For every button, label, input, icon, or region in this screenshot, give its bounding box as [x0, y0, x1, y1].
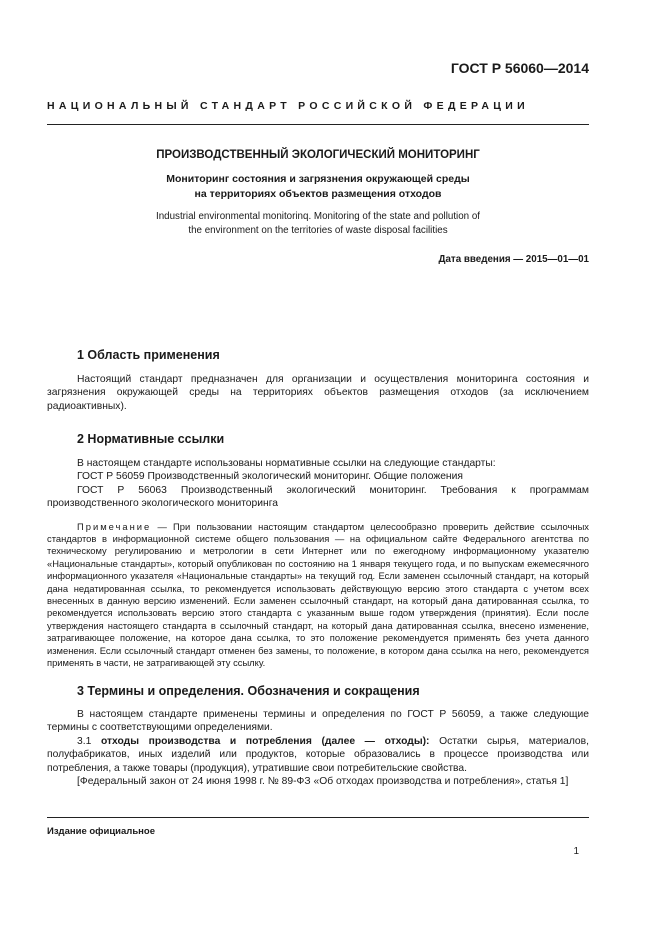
term-number: 3.1 — [77, 735, 101, 747]
section-2-heading: 2 Нормативные ссылки — [77, 432, 225, 446]
reference-1: ГОСТ Р 56059 Производственный экологический мониторинг. Общие положения — [77, 471, 463, 483]
section-2 — [47, 432, 589, 670]
introduction-date: Дата введения — 2015—01—01 — [438, 254, 589, 265]
footer-divider — [47, 817, 589, 818]
term-name: отходы производства и потребления (далее — отходы): — [100, 735, 430, 747]
english-title-line-1: Industrial environmental monitorinq. Monitoring of the state and pollution of — [155, 211, 481, 222]
subtitle-line-2: на территориях объектов размещения отходов — [194, 188, 442, 200]
section-1 — [47, 348, 589, 413]
note-text: — При пользовании настоящим стандартом целесообразно проверить действие ссылочных стандартов в информационной системе общего пользования — на официальном сайте Федерального агентства по техническому регулированию и метрологии в сети Интернет или по ежегодному информационному указателю «Национальные стандарты», который опубликован по состоянию на 1 января текущего года, и по выпускам ежемесячного информационного указателя «Национальные стандарты» на текущий год. Если заменен ссылочный стандарт, на который дана недатированная ссылка, то рекомендуется использовать действующую версию этого стандарта с учетом всех внесенных в данную версию изменений. Если заменен ссылочный стандарт, на который дана датированная ссылка, то рекомендуется использовать версию этого стандарта с указанным выше годом утверждения (принятия). Если после утверждения настоящего стандарта в ссылочный стандарт, на который дана датированная ссылка, внесено изменение, затрагивающее положение, на которое дана ссылка, то это положение рекомендуется применять без учета данного изменения. Если ссылочный стандарт отменен без замены, то положение, в котором дана ссылка на него, рекомендуется применять в части, не затрагивающей эту ссылку. — [47, 520, 589, 669]
header-divider — [47, 124, 589, 125]
subtitle-line-1: Мониторинг состояния и загрязнения окружающей среды — [166, 173, 470, 185]
page-number: 1 — [573, 846, 579, 857]
note — [47, 521, 589, 670]
english-title-line-2: the environment on the territories of waste disposal facilities — [188, 225, 448, 236]
section-2-intro: В настоящем стандарте использованы нормативные ссылки на следующие стандарты: — [77, 458, 496, 469]
note-label: Примечание — [77, 520, 152, 532]
term-definition: Остатки сырья, материалов, полуфабрикатов, иных изделий или продуктов, которые образовались в процессе производства или потребления, а также товары (продукция), утратившие свои потребительские свойства. — [47, 735, 589, 774]
document-title: ПРОИЗВОДСТВЕННЫЙ ЭКОЛОГИЧЕСКИЙ МОНИТОРИНГ — [156, 149, 480, 161]
reference-2: ГОСТ Р 56063 Производственный экологический мониторинг. Требования к программам производственного экологического мониторинга — [47, 484, 589, 510]
section-3-intro: В настоящем стандарте применены термины и определения по ГОСТ Р 56059, а также следующие термины с соответствующими определениями. — [47, 709, 589, 734]
term-source: [Федеральный закон от 24 июня 1998 г. № 89-ФЗ «Об отходах производства и потребления», статья 1] — [77, 776, 569, 788]
english-title — [47, 210, 589, 238]
document-code: ГОСТ Р 56060—2014 — [450, 60, 589, 76]
term-3-1 — [47, 735, 589, 775]
section-3 — [47, 684, 589, 788]
section-1-heading: 1 Область применения — [77, 348, 220, 362]
official-edition-label: Издание официальное — [47, 826, 155, 837]
document-subtitle — [47, 172, 589, 202]
national-standard-banner: НАЦИОНАЛЬНЫЙ СТАНДАРТ РОССИЙСКОЙ ФЕДЕРАЦИИ — [47, 100, 529, 112]
section-3-heading: 3 Термины и определения. Обозначения и сокращения — [77, 684, 420, 698]
section-1-text: Настоящий стандарт предназначен для организации и осуществления мониторинга состояния и загрязнения окружающей среды на территориях объектов размещения отходов (за исключением радиоактивных). — [47, 374, 589, 412]
